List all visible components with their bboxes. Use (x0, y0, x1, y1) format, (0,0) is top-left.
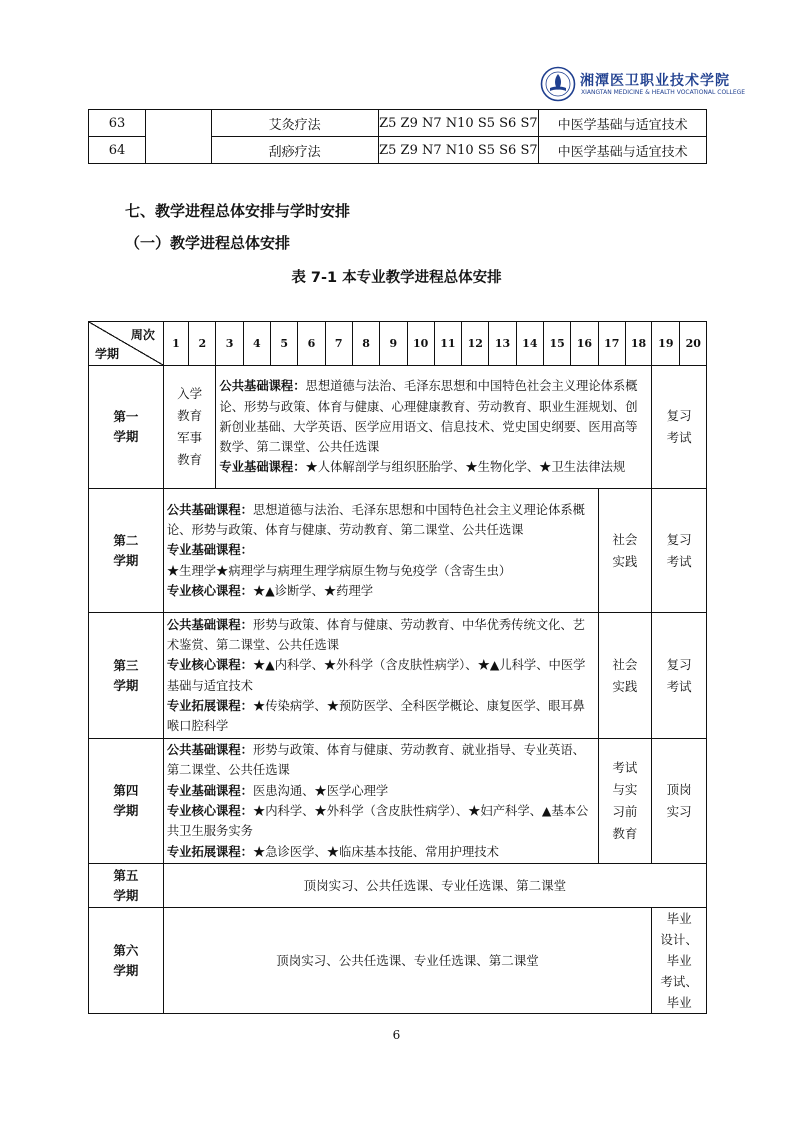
practice-cell: 社会 实践 (598, 613, 652, 739)
row-number: 64 (89, 137, 146, 164)
week-number: 17 (598, 322, 625, 366)
competency-codes: Z5 Z9 N7 N10 S5 S6 S7 (378, 110, 539, 137)
week-number: 16 (571, 322, 598, 366)
course-line (167, 781, 595, 801)
course-line (167, 540, 595, 581)
course-line (167, 801, 595, 842)
term-label: 第六 学期 (89, 908, 164, 1014)
course-list: ★生理学★病理学与病理生理学病原生物与免疫学（含寄生虫） (166, 563, 512, 578)
course-category-label: 专业核心课程： (166, 583, 253, 598)
course-list: ★急诊医学、★临床基本技能、常用护理技术 (252, 844, 499, 859)
course-list: 思想道德与法治、毛泽东思想和中国特色社会主义理论体系概论、形势与政策、体育与健康、劳动教育、第二课堂、公共任选课 (166, 502, 585, 538)
course-list: 医患沟通、★医学心理学 (252, 783, 389, 798)
course-category-label: 公共基础课程： (166, 617, 253, 632)
course-category: 中医学基础与适宜技术 (539, 137, 707, 164)
week-number: 15 (543, 322, 570, 366)
week-header-row (89, 322, 707, 366)
course-list: 思想道德与法治、毛泽东思想和中国特色社会主义理论体系概论、形势与政策、体育与健康、心理健康教育、劳动教育、职业生涯规划、创新创业基础、大学英语、医学应用语文、信息技术、党史国史纲要、医用高等数学、第二课堂、公共任选课 (219, 379, 638, 455)
course-table-continued (88, 109, 707, 164)
week-number: 4 (243, 322, 270, 366)
term-row-3 (89, 613, 707, 739)
term-end-activity: 毕业 设计、 毕业 考试、 毕业 (652, 908, 707, 1014)
term-header-label: 学期 (95, 347, 120, 361)
week-number: 5 (271, 322, 298, 366)
week-number: 14 (516, 322, 543, 366)
term-courses (163, 489, 598, 613)
table-row (89, 110, 707, 137)
week-number: 8 (352, 322, 379, 366)
course-category-label: 公共基础课程： (219, 379, 306, 394)
course-category-label: 公共基础课程： (166, 502, 253, 517)
week-number: 10 (407, 322, 434, 366)
course-line (167, 500, 595, 541)
course-line (167, 696, 595, 737)
course-category-label: 专业核心课程： (166, 658, 253, 673)
course-line (167, 581, 595, 601)
course-name: 艾灸疗法 (211, 110, 378, 137)
term-row-2 (89, 489, 707, 613)
section-heading: 七、教学进程总体安排与学时安排 (125, 202, 351, 220)
week-number: 18 (625, 322, 651, 366)
term-courses (163, 739, 598, 864)
term-label: 第四 学期 (89, 739, 164, 864)
course-line (167, 655, 595, 696)
week-number: 9 (380, 322, 407, 366)
week-number: 6 (298, 322, 325, 366)
term-activities: 顶岗实习、公共任选课、专业任选课、第二课堂 (163, 908, 651, 1014)
term-label: 第二 学期 (89, 489, 164, 613)
course-list: 形势与政策、体育与健康、劳动教育、就业指导、专业英语、第二课堂、公共任选课 (166, 743, 585, 778)
course-category-label: 专业基础课程： (166, 543, 253, 558)
course-line (167, 740, 595, 781)
logo-text: 湘潭医卫职业技术学院 (580, 73, 730, 89)
term-label: 第五 学期 (89, 864, 164, 908)
week-number: 3 (216, 322, 243, 366)
course-category-label: 专业拓展课程： (166, 844, 253, 859)
week-number: 2 (189, 322, 216, 366)
competency-codes: Z5 Z9 N7 N10 S5 S6 S7 (378, 137, 539, 164)
merged-cell (145, 110, 211, 164)
term-row-6 (89, 908, 707, 1014)
subsection-heading: （一）教学进程总体安排 (125, 234, 291, 252)
page-number: 6 (392, 1028, 401, 1042)
course-line (167, 842, 595, 862)
course-line (219, 457, 648, 477)
week-number: 20 (680, 322, 707, 366)
college-emblem-icon (540, 66, 576, 102)
week-number: 1 (163, 322, 188, 366)
practice-cell: 考试 与实 习前 教育 (598, 739, 652, 864)
term-end-activity: 复习 考试 (652, 366, 707, 489)
college-logo (540, 66, 746, 106)
course-list: 形势与政策、体育与健康、劳动教育、中华优秀传统文化、艺术鉴赏、第二课堂、公共任选课 (166, 617, 585, 652)
corner-header (89, 322, 164, 366)
row-number: 63 (89, 110, 146, 137)
term-label: 第一 学期 (89, 366, 164, 489)
course-category-label: 公共基础课程： (166, 743, 253, 758)
table-caption: 表 7-1 本专业教学进程总体安排 (291, 270, 502, 286)
week-header-label: 周次 (130, 328, 155, 342)
course-list: ★▲内科学、★外科学（含皮肤性病学）、★▲儿科学、中医学基础与适宜技术 (166, 658, 586, 693)
week-number: 13 (489, 322, 516, 366)
course-list: ★内科学、★外科学（含皮肤性病学）、★妇产科学、▲基本公共卫生服务实务 (166, 804, 589, 839)
course-category: 中医学基础与适宜技术 (539, 110, 707, 137)
term-activities: 顶岗实习、公共任选课、专业任选课、第二课堂 (163, 864, 706, 908)
term-end-activity: 复习 考试 (652, 489, 707, 613)
course-category-label: 专业基础课程： (166, 783, 253, 798)
term-end-activity: 顶岗 实习 (652, 739, 707, 864)
course-list: ★人体解剖学与组织胚胎学、★生物化学、★卫生法律法规 (305, 460, 626, 475)
course-category-label: 专业拓展课程： (166, 698, 253, 713)
term-row-1 (89, 366, 707, 489)
week-number: 19 (652, 322, 680, 366)
week-number: 7 (325, 322, 352, 366)
practice-cell: 社会 实践 (598, 489, 652, 613)
term-label: 第三 学期 (89, 613, 164, 739)
orientation-cell: 入学 教育 军事 教育 (163, 366, 216, 489)
term-row-4 (89, 739, 707, 864)
term-courses (163, 613, 598, 739)
term-courses (216, 366, 652, 489)
logo-subtitle: XIANGTAN MEDICINE & HEALTH VOCATIONAL COLLEGE (581, 89, 746, 96)
course-line (219, 376, 648, 457)
course-list: ★传染病学、★预防医学、全科医学概论、康复医学、眼耳鼻喉口腔科学 (166, 698, 585, 734)
term-row-5 (89, 864, 707, 908)
week-number: 12 (462, 322, 489, 366)
course-line (167, 615, 595, 656)
week-number: 11 (434, 322, 461, 366)
course-category-label: 专业核心课程： (166, 804, 253, 818)
course-name: 刮痧疗法 (211, 137, 378, 164)
course-category-label: 专业基础课程： (219, 460, 306, 475)
course-list: ★▲诊断学、★药理学 (252, 583, 374, 598)
teaching-schedule-table (88, 321, 707, 1014)
term-end-activity: 复习 考试 (652, 613, 707, 739)
